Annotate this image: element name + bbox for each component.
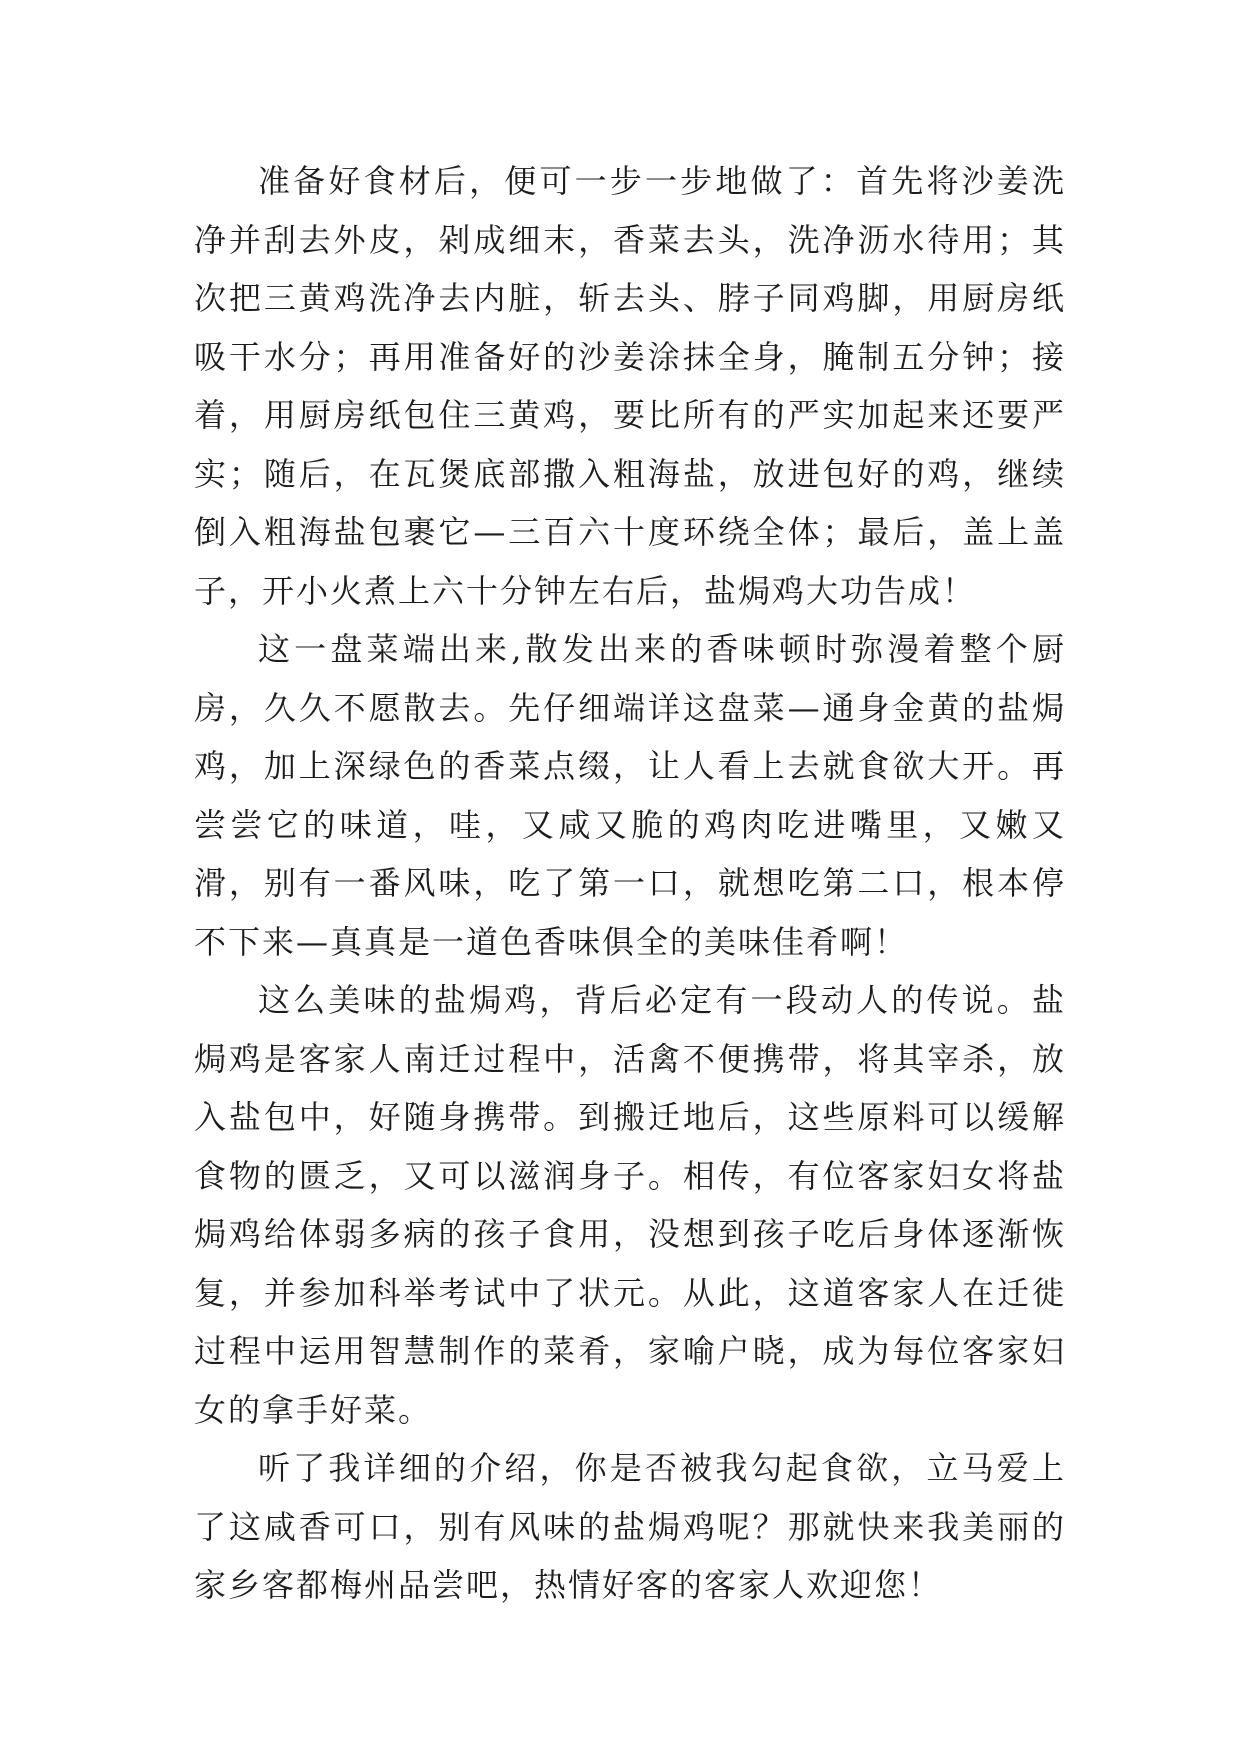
document-body [194, 152, 1066, 1615]
paragraph-invitation: 听了我详细的介绍，你是否被我勾起食欲，立马爱上了这咸香可口，别有风味的盐焗鸡呢？那就快来我美丽的家乡客都梅州品尝吧，热情好客的客家人欢迎您！ [194, 1449, 1066, 1604]
paragraph-cooking-steps: 准备好食材后，便可一步一步地做了：首先将沙姜洗净并刮去外皮，剁成细末，香菜去头，洗净沥水待用；其次把三黄鸡洗净去内脏，斩去头、脖子同鸡脚，用厨房纸吸干水分；再用准备好的沙姜涂抹全身，腌制五分钟；接着，用厨房纸包住三黄鸡，要比所有的严实加起来还要严实；随后，在瓦煲底部撒入粗海盐，放进包好的鸡，继续倒入粗海盐包裹它—三百六十度环绕全体；最后，盖上盖子，开小火煮上六十分钟左右后，盐焗鸡大功告成！ [194, 162, 1066, 610]
paragraph-legend: 这么美味的盐焗鸡，背后必定有一段动人的传说。盐焗鸡是客家人南迁过程中，活禽不便携带，将其宰杀，放入盐包中，好随身携带。到搬迁地后，这些原料可以缓解食物的匮乏，又可以滋润身子。相传，有位客家妇女将盐焗鸡给体弱多病的孩子食用，没想到孩子吃后身体逐渐恢复，并参加科举考试中了状元。从此，这道客家人在迁徙过程中运用智慧制作的菜肴，家喻户晓，成为每位客家妇女的拿手好菜。 [194, 981, 1066, 1429]
paragraph-tasting: 这一盘菜端出来,散发出来的香味顿时弥漫着整个厨房，久久不愿散去。先仔细端详这盘菜—通身金黄的盐焗鸡，加上深绿色的香菜点缀，让人看上去就食欲大开。再尝尝它的味道，哇，又咸又脆的鸡肉吃进嘴里，又嫩又滑，别有一番风味，吃了第一口，就想吃第二口，根本停不下来—真真是一道色香味俱全的美味佳肴啊！ [194, 630, 1066, 961]
